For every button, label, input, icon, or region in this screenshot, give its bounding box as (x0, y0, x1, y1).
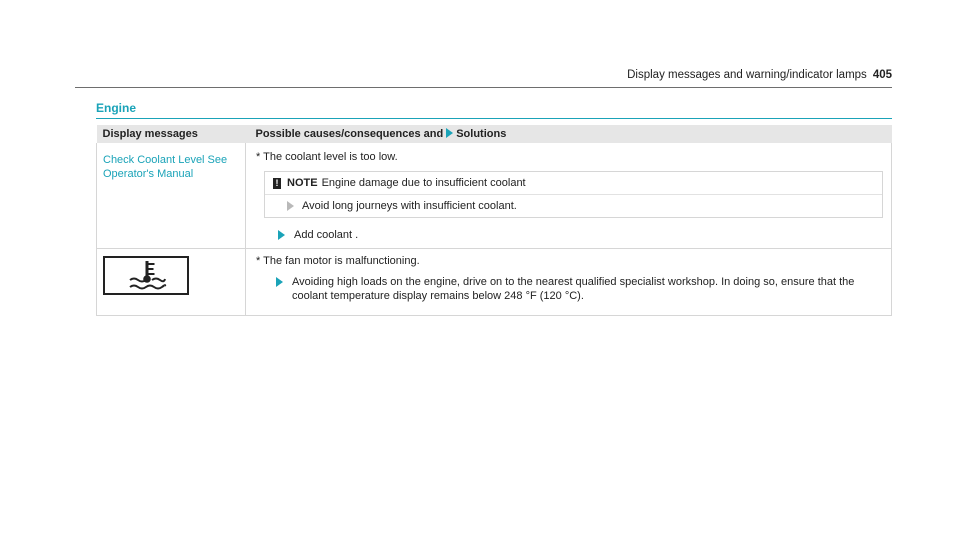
play-arrow-icon (278, 230, 285, 240)
cause-text: * The coolant level is too low. (256, 151, 398, 163)
note-text: Engine damage due to insufficient coolant (321, 177, 526, 189)
message-cell (97, 249, 246, 316)
page-number: 405 (872, 69, 892, 81)
header-causes-label: Possible causes/consequences and (255, 128, 444, 140)
cause-text: * The fan motor is malfunctioning. (256, 255, 420, 267)
coolant-level-message: Check Coolant Level See Operator's Manual (103, 154, 228, 180)
section-title: Engine (96, 101, 137, 115)
solution-text: Avoiding high loads on the engine, drive on to the nearest qualified specialist workshop. In doing so, ensure that the coolant temperature display remains below 248 °F (120 °C). (292, 276, 855, 302)
solution-cell (246, 249, 892, 316)
section-rule (96, 118, 892, 119)
display-messages-table (96, 125, 892, 316)
table-row (97, 143, 892, 249)
header-rule (75, 87, 892, 88)
running-head (627, 69, 892, 81)
header-causes-solutions (246, 125, 892, 143)
note-label: NOTE (287, 177, 318, 189)
table-header-row (97, 125, 892, 143)
message-cell (97, 143, 246, 249)
header-solutions-label: Solutions (456, 128, 507, 140)
exclamation-icon: ! (273, 178, 281, 189)
play-arrow-icon (446, 128, 453, 138)
arrow-icon (287, 201, 294, 211)
table-row (97, 249, 892, 316)
running-head-text: Display messages and warning/indicator lamps (627, 69, 867, 81)
solution-cell (246, 143, 892, 249)
solution-text: Add coolant . (294, 229, 359, 241)
play-arrow-icon (276, 277, 283, 287)
note-box (264, 171, 883, 218)
note-action: Avoid long journeys with insufficient coolant. (302, 200, 517, 212)
coolant-temperature-warning-icon (103, 256, 189, 295)
header-display-messages: Display messages (97, 125, 246, 143)
